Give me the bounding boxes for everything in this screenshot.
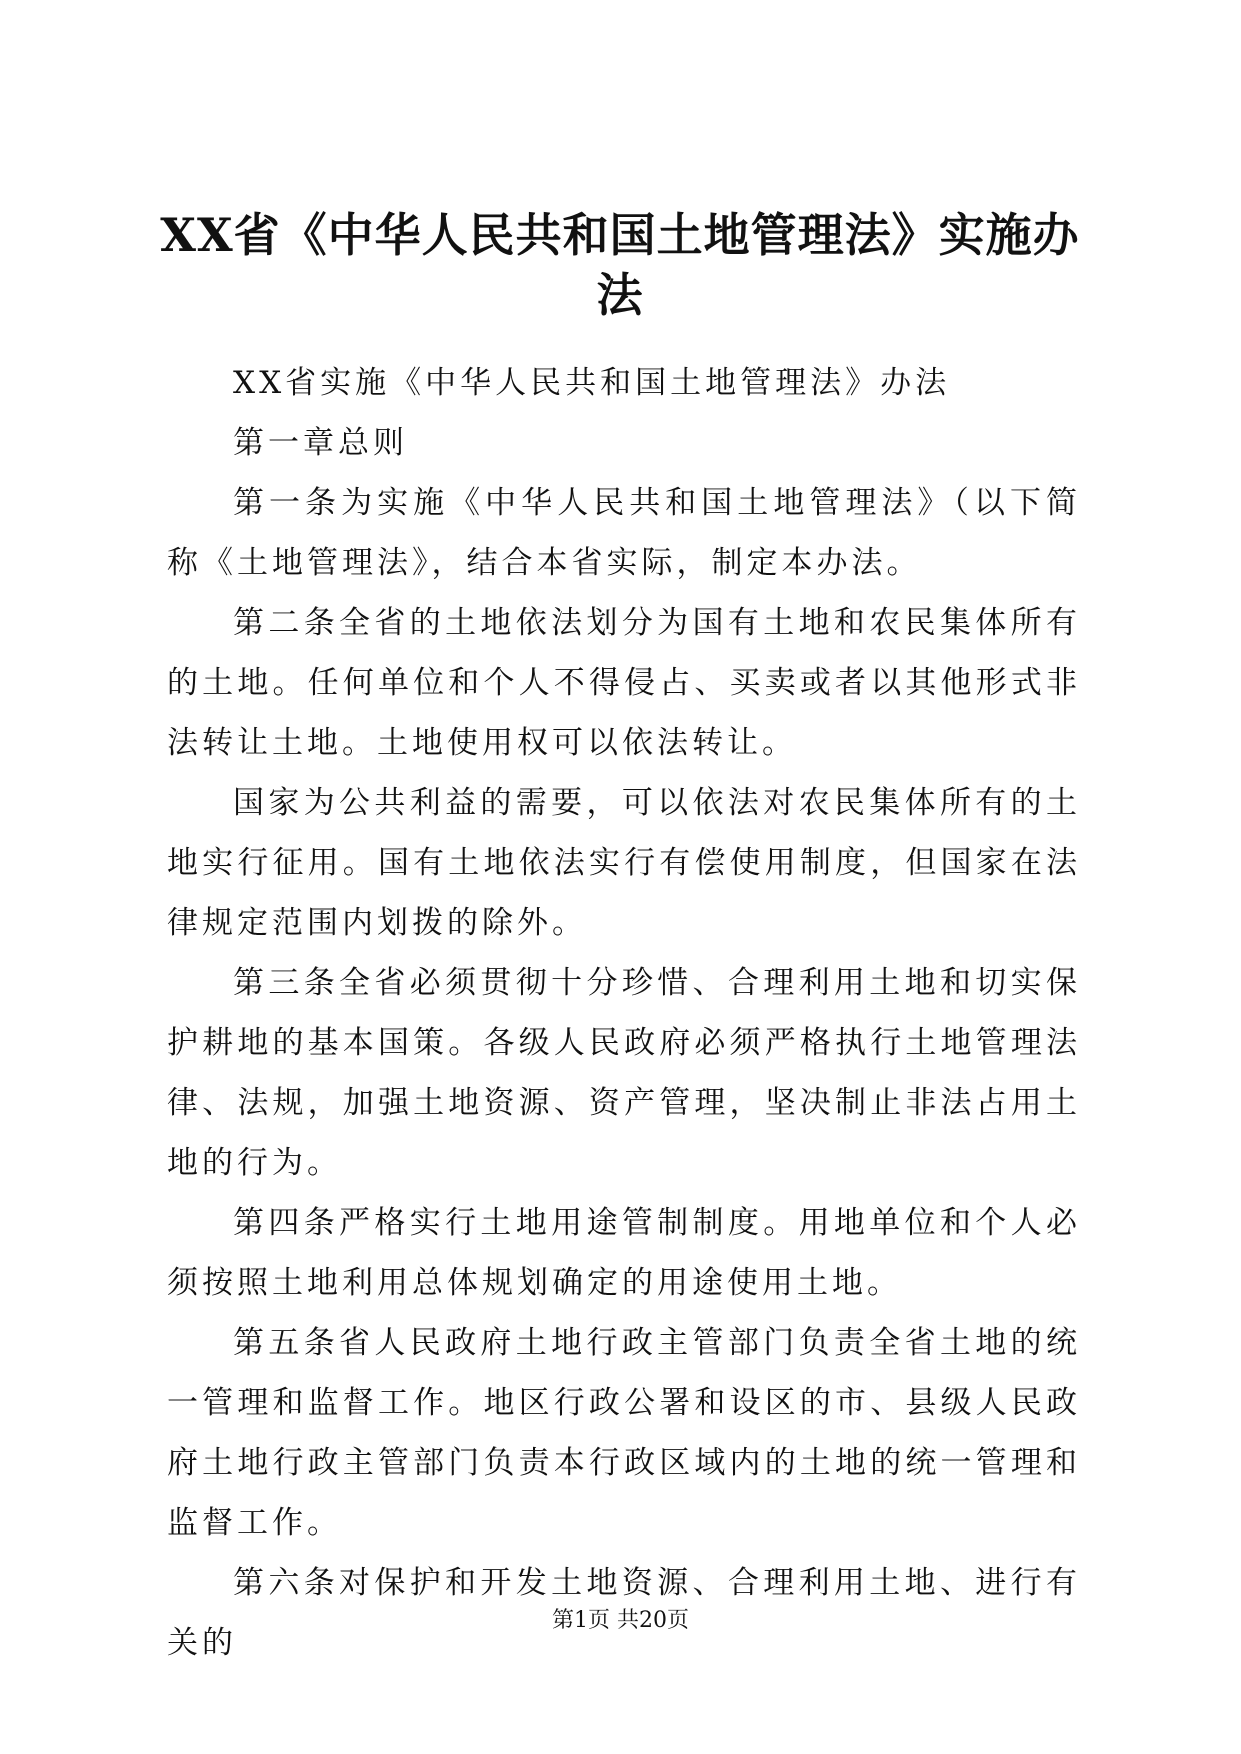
paragraph-article-4: 第四条严格实行土地用途管制制度。用地单位和个人必须按照土地利用总体规划确定的用途使用土地。 <box>167 1205 1081 1301</box>
page-number-footer: 第1页 共20页 <box>552 1608 689 1633</box>
document-body <box>167 353 1081 1673</box>
paragraph-article-2: 第二条全省的土地依法划分为国有土地和农民集体所有的土地。任何单位和个人不得侵占、买卖或者以其他形式非法转让土地。土地使用权可以依法转让。 <box>167 605 1081 761</box>
paragraph-article-3: 第三条全省必须贯彻十分珍惜、合理利用土地和切实保护耕地的基本国策。各级人民政府必须严格执行土地管理法律、法规，加强土地资源、资产管理，坚决制止非法占用土地的行为。 <box>167 965 1081 1181</box>
document-title: XX省《中华人民共和国土地管理法》实施办法 <box>160 208 1080 322</box>
paragraph-article-2-cont: 国家为公共利益的需要，可以依法对农民集体所有的土地实行征用。国有土地依法实行有偿使用制度，但国家在法律规定范围内划拨的除外。 <box>167 785 1081 941</box>
paragraph-subtitle: XX省实施《中华人民共和国土地管理法》办法 <box>233 365 951 401</box>
paragraph-article-6: 第六条对保护和开发土地资源、合理利用土地、进行有关的 <box>167 1565 1081 1661</box>
paragraph-article-1: 第一条为实施《中华人民共和国土地管理法》（以下简称《土地管理法》，结合本省实际，制定本办法。 <box>167 485 1081 581</box>
paragraph-article-5: 第五条省人民政府土地行政主管部门负责全省土地的统一管理和监督工作。地区行政公署和设区的市、县级人民政府土地行政主管部门负责本行政区域内的土地的统一管理和监督工作。 <box>167 1325 1081 1541</box>
paragraph-chapter-heading: 第一章总则 <box>233 425 408 461</box>
